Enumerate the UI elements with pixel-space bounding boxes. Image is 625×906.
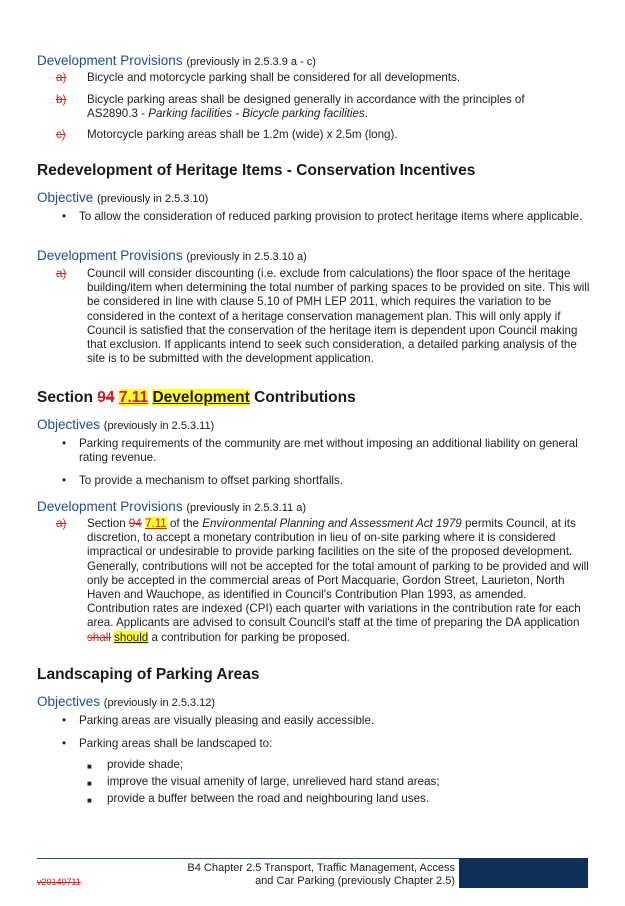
heading-inserted-number: 7.11 <box>118 389 149 406</box>
item-line2c: . <box>364 107 368 121</box>
item-marker: b) <box>56 93 67 106</box>
footer-title-line2: and Car Parking (previously Chapter 2.5) <box>255 875 455 887</box>
square-bullet-icon: ■ <box>87 762 92 771</box>
bullet-icon: • <box>62 210 67 223</box>
subheading-title: Development Provisions <box>37 248 183 263</box>
item-text: Parking requirements of the community are met without imposing an additional liability on general rating revenue. <box>79 437 578 465</box>
heading-pre: Section <box>37 389 98 406</box>
subheading-title: Development Provisions <box>37 53 183 68</box>
list-item <box>37 517 591 645</box>
subheading-title: Objectives <box>37 694 101 709</box>
item-text: Motorcycle parking areas shall be 1.2m (wide) x 2.5m (long). <box>87 128 398 141</box>
item-text <box>87 517 591 645</box>
item-text: To provide a mechanism to offset parking shortfalls. <box>79 474 343 487</box>
item-text: Council will consider discounting (i.e. exclude from calculations) the floor space of the heritage building/item when determining the total number of parking spaces to be provided on site. This will be considered in line with clause 5.10 of PMH LEP 2011, which requires the variation to be considered in the context of a heritage conservation management plan. This will only apply if Council is satisfied that the conservation of the heritage item is dependent upon Council making that exclusion. If applicants intend to seek such consideration, a detailed parking analysis of the site is to be submitted with the development application. <box>87 267 590 366</box>
bullet-icon: • <box>62 714 67 727</box>
bullet-icon: • <box>62 474 67 487</box>
bullet-item <box>37 737 591 751</box>
footer-title-line1: B4 Chapter 2.5 Transport, Traffic Management, Access <box>187 862 455 874</box>
footer-title <box>160 862 455 888</box>
subheading-ref: (previously in 2.5.3.11 a) <box>186 502 306 514</box>
bullet-item <box>37 437 591 465</box>
item-line2a: AS2890.3 - <box>87 107 149 121</box>
text-deleted-number: 94 <box>128 517 142 530</box>
text-end: a contribution for parking be proposed. <box>148 630 350 644</box>
text-pre: Section <box>87 517 129 530</box>
text-deleted-word: shall <box>87 630 111 644</box>
footer-color-block <box>459 858 588 888</box>
list-item <box>37 71 591 85</box>
heading-post: Contributions <box>249 389 356 406</box>
list-item <box>37 93 591 121</box>
heading-heritage: Redevelopment of Heritage Items - Conservation Incentives <box>37 162 476 179</box>
item-text: Parking areas are visually pleasing and easily accessible. <box>79 714 375 727</box>
subheading-ref: (previously in 2.5.3.11) <box>103 420 215 432</box>
list-item <box>37 128 591 142</box>
square-bullet-icon: ■ <box>87 779 92 788</box>
heading-development-provisions-3 <box>37 499 591 516</box>
item-text: Bicycle and motorcycle parking shall be considered for all developments. <box>87 71 461 84</box>
footer-rule <box>37 858 459 859</box>
heading-objective <box>37 190 591 207</box>
text-inserted-word: should <box>114 630 149 644</box>
item-text: improve the visual amenity of large, unrelieved hard stand areas; <box>107 775 440 788</box>
heading-development-provisions-1 <box>37 53 591 70</box>
sub-bullet-item <box>37 758 591 772</box>
item-marker: a) <box>56 267 67 280</box>
heading-objectives-1 <box>37 417 591 434</box>
bullet-icon: • <box>62 437 67 450</box>
bullet-item <box>37 714 591 728</box>
text-mid: of the <box>166 517 203 530</box>
subheading-title: Objectives <box>37 417 101 432</box>
square-bullet-icon: ■ <box>87 796 92 805</box>
text-act-title: Environmental Planning and Assessment Act 1979 <box>202 517 462 530</box>
heading-objectives-2 <box>37 694 591 711</box>
sub-bullet-item <box>37 792 591 806</box>
bullet-item <box>37 474 591 488</box>
heading-landscaping: Landscaping of Parking Areas <box>37 666 260 683</box>
bullet-icon: • <box>62 737 67 750</box>
item-marker: a) <box>56 71 67 84</box>
item-text: Parking areas shall be landscaped to: <box>79 737 273 750</box>
list-item <box>37 267 591 366</box>
heading-inserted-word: Development <box>152 389 250 406</box>
subheading-ref: (previously in 2.5.3.9 a - c) <box>186 56 316 68</box>
sub-bullet-item <box>37 775 591 789</box>
subheading-ref: (previously in 2.5.3.10) <box>97 193 209 205</box>
text-inserted-number: 7.11 <box>145 517 167 530</box>
bullet-item <box>37 210 591 224</box>
item-line2-italic: Parking facilities - Bicycle parking facilities <box>148 107 365 121</box>
subheading-ref: (previously in 2.5.3.12) <box>103 697 216 709</box>
item-text: provide a buffer between the road and neighbouring land uses. <box>107 792 430 805</box>
item-marker: c) <box>56 128 66 141</box>
item-text <box>87 93 591 121</box>
item-marker: a) <box>56 517 67 530</box>
item-text: To allow the consideration of reduced parking provision to protect heritage items where applicable. <box>79 210 583 223</box>
footer-version: v20140711 <box>37 877 81 887</box>
subheading-ref: (previously in 2.5.3.10 a) <box>186 251 307 263</box>
subheading-title: Development Provisions <box>37 499 183 514</box>
heading-development-provisions-2 <box>37 248 591 265</box>
item-text: provide shade; <box>107 758 184 771</box>
subheading-title: Objective <box>37 190 94 205</box>
text-body: permits Council, at its discretion, to accept a monetary contribution in lieu of on-site parking where it is considered impractical or undesirable to provide parking facilities on the site of the proposed development. Generally, contributions will not be accepted for the total amount of parking to be provided and will only be accepted in the commercial areas of Port Macquarie, Gordon Street, Laurieton, North Haven and Wauchope, as identified in Council's Contribution Plan 1993, as amended. Contribution rates are indexed (CPI) each quarter with variations in the contribution rate for each area. Applicants are advised to consult Council's staff at the time of preparing the DA application <box>87 517 589 630</box>
heading-deleted-number: 94 <box>97 389 115 406</box>
item-line1: Bicycle parking areas shall be designed generally in accordance with the principles of <box>87 93 525 106</box>
heading-section-contributions <box>37 389 591 407</box>
